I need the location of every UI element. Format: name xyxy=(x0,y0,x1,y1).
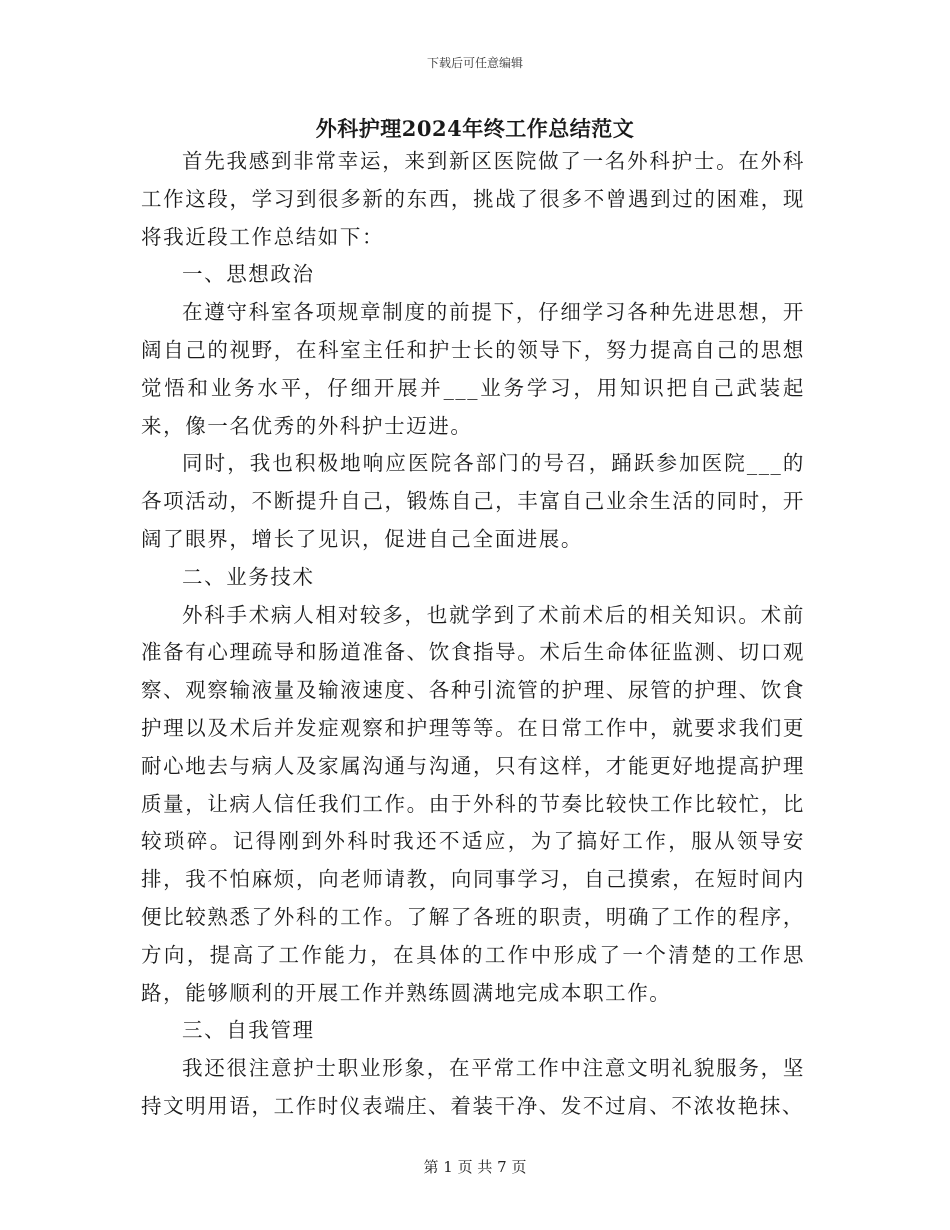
document-title: 外科护理2024年终工作总结范文 xyxy=(315,116,635,141)
section-heading-thought-politics: 一、思想政治 xyxy=(182,262,315,287)
page-header-note: 下载后可任意编辑 xyxy=(426,56,523,70)
document-body xyxy=(141,143,805,1126)
paragraph-thought-politics-2: 同时，我也积极地响应医院各部门的号召，踊跃参加医院___的各项活动，不断提升自己，锻炼自己，丰富自己业余生活的同时，开阔了眼界，增长了见识，促进自己全面进展。 xyxy=(141,451,805,551)
paragraph-intro: 首先我感到非常幸运，来到新区医院做了一名外科护士。在外科工作这段，学习到很多新的东西，挑战了很多不曾遇到过的困难，现将我近段工作总结如下： xyxy=(141,149,805,249)
paragraph-business-skills: 外科手术病人相对较多，也就学到了术前术后的相关知识。术前准备有心理疏导和肠道准备、饮食指导。术后生命体征监测、切口观察、观察输液量及输液速度、各种引流管的护理、尿管的护理、饮食护理以及术后并发症观察和护理等等。在日常工作中，就要求我们更耐心地去与病人及家属沟通与沟通，只有这样，才能更好地提高护理质量，让病人信任我们工作。由于外科的节奏比较快工作比较忙，比较琐碎。记得刚到外科时我还不适应，为了搞好工作，服从领导安排，我不怕麻烦，向老师请教，向同事学习，自己摸索，在短时间内便比较熟悉了外科的工作。了解了各班的职责，明确了工作的程序，方向，提高了工作能力，在具体的工作中形成了一个清楚的工作思路，能够顺利的开展工作并熟练圆满地完成本职工作。 xyxy=(141,602,805,1005)
paragraph-self-management: 我还很注意护士职业形象，在平常工作中注意文明礼貌服务，坚持文明用语，工作时仪表端庄、着装干净、发不过肩、不浓妆艳抹、 xyxy=(141,1056,805,1118)
section-heading-self-management: 三、自我管理 xyxy=(182,1018,315,1043)
section-heading-business-skills: 二、业务技术 xyxy=(182,564,315,589)
paragraph-thought-politics-1: 在遵守科室各项规章制度的前提下，仔细学习各种先进思想，开阔自己的视野，在科室主任和护士长的领导下，努力提高自己的思想觉悟和业务水平，仔细开展并___业务学习，用知识把自己武装起来，像一名优秀的外科护士迈进。 xyxy=(141,300,805,438)
page-number: 第 1 页 共 7 页 xyxy=(423,1158,527,1176)
